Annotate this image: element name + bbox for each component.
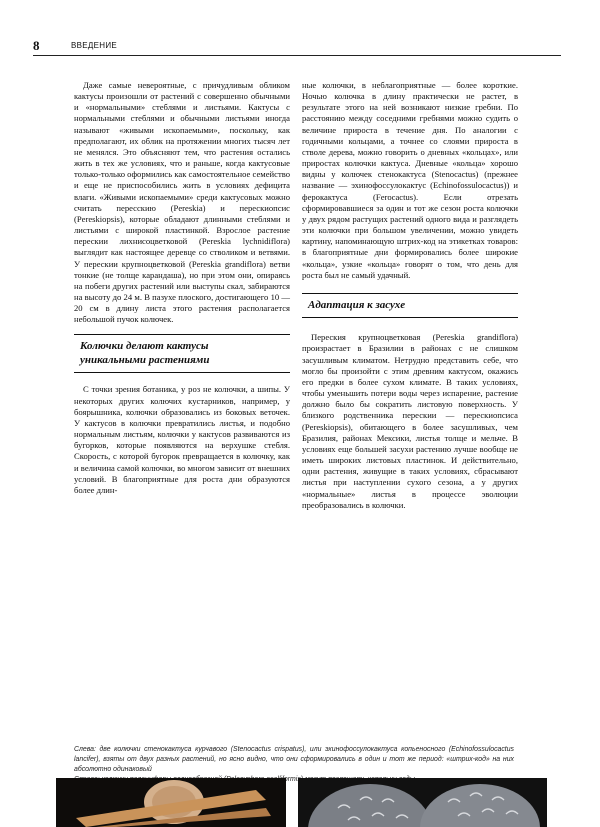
section-heading-line-2: уникальными растениями	[80, 353, 210, 366]
page-number: 8	[33, 38, 40, 53]
section-heading-spines	[74, 334, 290, 373]
right-column	[302, 80, 518, 511]
section-heading-drought-text: Адаптация к засухе	[308, 298, 406, 311]
spines-photo	[56, 778, 286, 827]
left-column	[74, 80, 290, 496]
left-paragraph-1: Даже самые невероятные, с причудливым обликом кактусы произошли от растений с совершенно обычными и «нормальными» стеблями и листьями. Кактусы с нормальными стеблями и обычными листьями иногда называют «живыми ископаемыми», поскольку, как предполагают, их облик на протяжении многих тысяч лет не менялся. Это объясняют тем, что растения остались жить в тех же условиях, что и раньше, когда кактусовые только-только оформились как самостоятельное семейство и еще не приспособились жить в условиях дефицита влаги. «Живыми ископаемыми» среди кактусовых можно считать пересскию (Pereskia) и перескиопсис (Pereskiopsis), которые обладают длинными стеблями и листьями с широкой пластинкой. Взрослое растение перескии лихнисоцветковой (Pereskia lychnidiflora) выглядит как настоящее деревце со стволиком и ветвями. У перескии крупноцветковой (Pereskia grandiflora) ветви тонкие (не толще карандаша), но при этом они, опираясь на побеги других растений или выступы скал, забираются на высоту до 24 м. В пазухе плоского, достигающего 10 — 20 см в длину листа этого растения располагается небольшой пучок колючек.	[74, 80, 290, 325]
spines-illustration	[56, 778, 286, 827]
cactus-photo	[298, 778, 547, 827]
page-header	[33, 40, 561, 56]
caption-left: Слева: две колючки стенокактуса курчавого (Stenocactus crispatus), или эхинофоссулокактуса копьеносного (Echinofossulocactus lancifer), взяты от двух разных растений, но ясно видно, что они сформировались в один и тот же период: «штрих-код» на них абсолютно одинаковый	[74, 746, 514, 773]
right-paragraph-2: Переския крупноцветковая (Pereskia grandiflora) произрастает в Бразилии в районах с не слишком засушливым климатом. Нетрудно представить себе, что могло бы произойти с этим древним кактусом, окажись его предки в более сухом климате. В таких условиях, чтобы уменьшить потери воды через испарение, растение должно было бы сократить листовую поверхность. У близкого родственника перескии — перескиопсиса (Pereskiopsis), обитающего в более засушливых, чем Бразилия, районах Мексики, листья толще и мельче. В условиях еще большей засухи растению лучше вообще не иметь широких листовых пластинок. И действительно, одни растения, живущие в таких условиях, сбрасывают листья при наступлении сухого сезона, а у других «нормальные» листья в процессе эволюции преобразовались в колючки.	[302, 332, 518, 510]
right-paragraph-1: ные колючки, в неблагоприятные — более короткие. Ночью колючка в длину практически не растет, в результате этого на ней возникают низкие гребни. По расстоянию между соседними гребнями можно судить о величине прироста в течение дня. По аналогии с годичными кольцами, а точнее со слоями прироста в стволе дерева, можно говорить о дневных «кольцах», или приростах колючки кактуса. Дневные «кольца» хорошо видны у колючек стенокактуса (Stenocactus) (прежнее название — эхинофоссулокактус (Echinofossulocactus)) и ферокактуса (Ferocactus). Если отрезать сформировавшиеся за один и тот же сезон роста колючки у двух рядом растущих растений одного вида и разглядеть эти колючки при большом увеличении, можно увидеть картину, напоминающую штрих-код на этикетках товаров: в благоприятные дни формировались более широкие «кольца», узкие «кольца» говорят о том, что день для роста был не самый удачный.	[302, 80, 518, 280]
section-heading-drought	[302, 293, 518, 319]
cactus-illustration	[298, 778, 547, 827]
section-heading-line-1: Колючки делают кактусы	[80, 340, 209, 353]
left-paragraph-2: С точки зрения ботаника, у роз не колючки, а шипы. У некоторых других колючих кустарников, например, у боярышника, колючки образовались из боковых веточек. У кактусов в колючки превратились листья, и подобно нормальным листьям, колючки у кактусов развиваются из бугорков, которые появляются на верхушке стебля. Скорость, с которой бугорок превращается в колючку, как и величина самой колючки, во многом зависит от внешних условий. В благоприятные для роста дни образуются более длин-	[74, 384, 290, 495]
running-title: ВВЕДЕНИЕ	[71, 41, 118, 50]
